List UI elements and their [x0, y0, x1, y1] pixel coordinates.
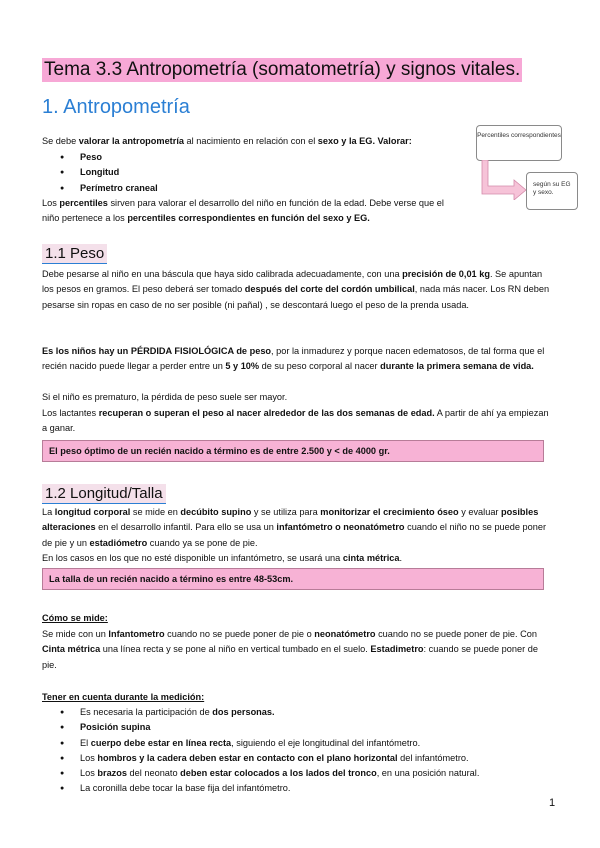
- list-item: ● Los brazos del neonato deben estar colocados a los lados del tronco, en una posición natural.: [42, 766, 479, 781]
- como-se-mide-heading: Cómo se mide:: [42, 613, 108, 623]
- list-item: ● La coronilla debe tocar la base fija del infantómetro.: [42, 781, 479, 796]
- intro-paragraph: Se debe valorar la antropometría al nacimiento en relación con el sexo y la EG. Valorar:: [42, 136, 412, 146]
- tener-en-cuenta-list: [42, 705, 479, 797]
- section-heading-peso: 1.1 Peso: [42, 244, 107, 264]
- peso-callout: El peso óptimo de un recién nacido a término es de entre 2.500 y < de 4000 gr.: [42, 440, 544, 462]
- peso-paragraph-1: Debe pesarse al niño en una báscula que haya sido calibrada adecuadamente, con una precisión de 0,01 kg. Se apuntan los pesos en gramos. El peso deberá ser tomado después del corte del cordón umbilical, nada más nacer. Los RN deben pesarse sin ropas en caso de no ser posible (ni pañal) , se descontará luego el peso de la prenda usada.: [42, 269, 550, 310]
- diagram-box-eg-sexo: según su EG y sexo.: [526, 172, 578, 210]
- peso-paragraph-4: Los lactantes recuperan o superan el peso al nacer alrededor de las dos semanas de edad. A partir de ahí ya empiezan a ganar.: [42, 408, 549, 434]
- peso-paragraph-3: Si el niño es prematuro, la pérdida de peso suele ser mayor.: [42, 392, 288, 402]
- list-item: ● Peso: [42, 150, 158, 165]
- list-item: ● Los hombros y la cadera deben estar en contacto con el plano horizontal del infantómetro.: [42, 751, 479, 766]
- como-se-mide-paragraph: Se mide con un Infantometro cuando no se puede poner de pie o neonatómetro cuando no se puede poner de pie. Con Cinta métrica una línea recta y se pone al niño en vertical tumbado en el suelo. Estadimetro: cuando se puede poner de pie.: [42, 629, 538, 670]
- list-item: ● El cuerpo debe estar en línea recta, siguiendo el eje longitudinal del infantómetro.: [42, 736, 479, 751]
- page-title: Tema 3.3 Antropometría (somatometría) y signos vitales.: [44, 59, 521, 80]
- page-number: 1: [549, 797, 556, 809]
- list-item: ● Perímetro craneal: [42, 181, 158, 196]
- list-item: ● Longitud: [42, 165, 158, 180]
- diagram-arrow: [478, 160, 530, 200]
- talla-callout: La talla de un recién nacido a término es entre 48-53cm.: [42, 568, 544, 590]
- list-item: ● Posición supina: [42, 720, 479, 735]
- tener-en-cuenta-heading: Tener en cuenta durante la medición:: [42, 692, 205, 702]
- section-heading-longitud: 1.2 Longitud/Talla: [42, 484, 166, 504]
- measurement-list: [42, 150, 158, 196]
- longitud-paragraph-2: En los casos en los que no esté disponible un infantómetro, se usará una cinta métrica.: [42, 553, 403, 563]
- list-item: ● Es necesaria la participación de dos personas.: [42, 705, 479, 720]
- longitud-paragraph-1: La longitud corporal se mide en decúbito supino y se utiliza para monitorizar el crecimiento óseo y evaluar posibles alteraciones en el desarrollo infantil. Para ello se usa un infantómetro o neonatómetro cuando el niño no se puede poner de pie y un estadiómetro cuando ya se pone de pie.: [42, 507, 547, 548]
- diagram-box-percentiles: Percentiles correspondientes: [476, 125, 562, 161]
- section-heading-antropometria: 1. Antropometría: [42, 96, 190, 118]
- peso-paragraph-2: Es los niños hay un PÉRDIDA FISIOLÓGICA de peso, por la inmadurez y porque nacen edematosos, de tal forma que el recién nacido puede llegar a perder entre un 5 y 10% de su peso corporal al nacer durante la primera semana de vida.: [42, 346, 545, 372]
- percentiles-paragraph: Los percentiles sirven para valorar el desarrollo del niño en función de la edad. Debe verse que el niño pertenece a los percentiles correspondientes en función del sexo y EG.: [42, 198, 444, 224]
